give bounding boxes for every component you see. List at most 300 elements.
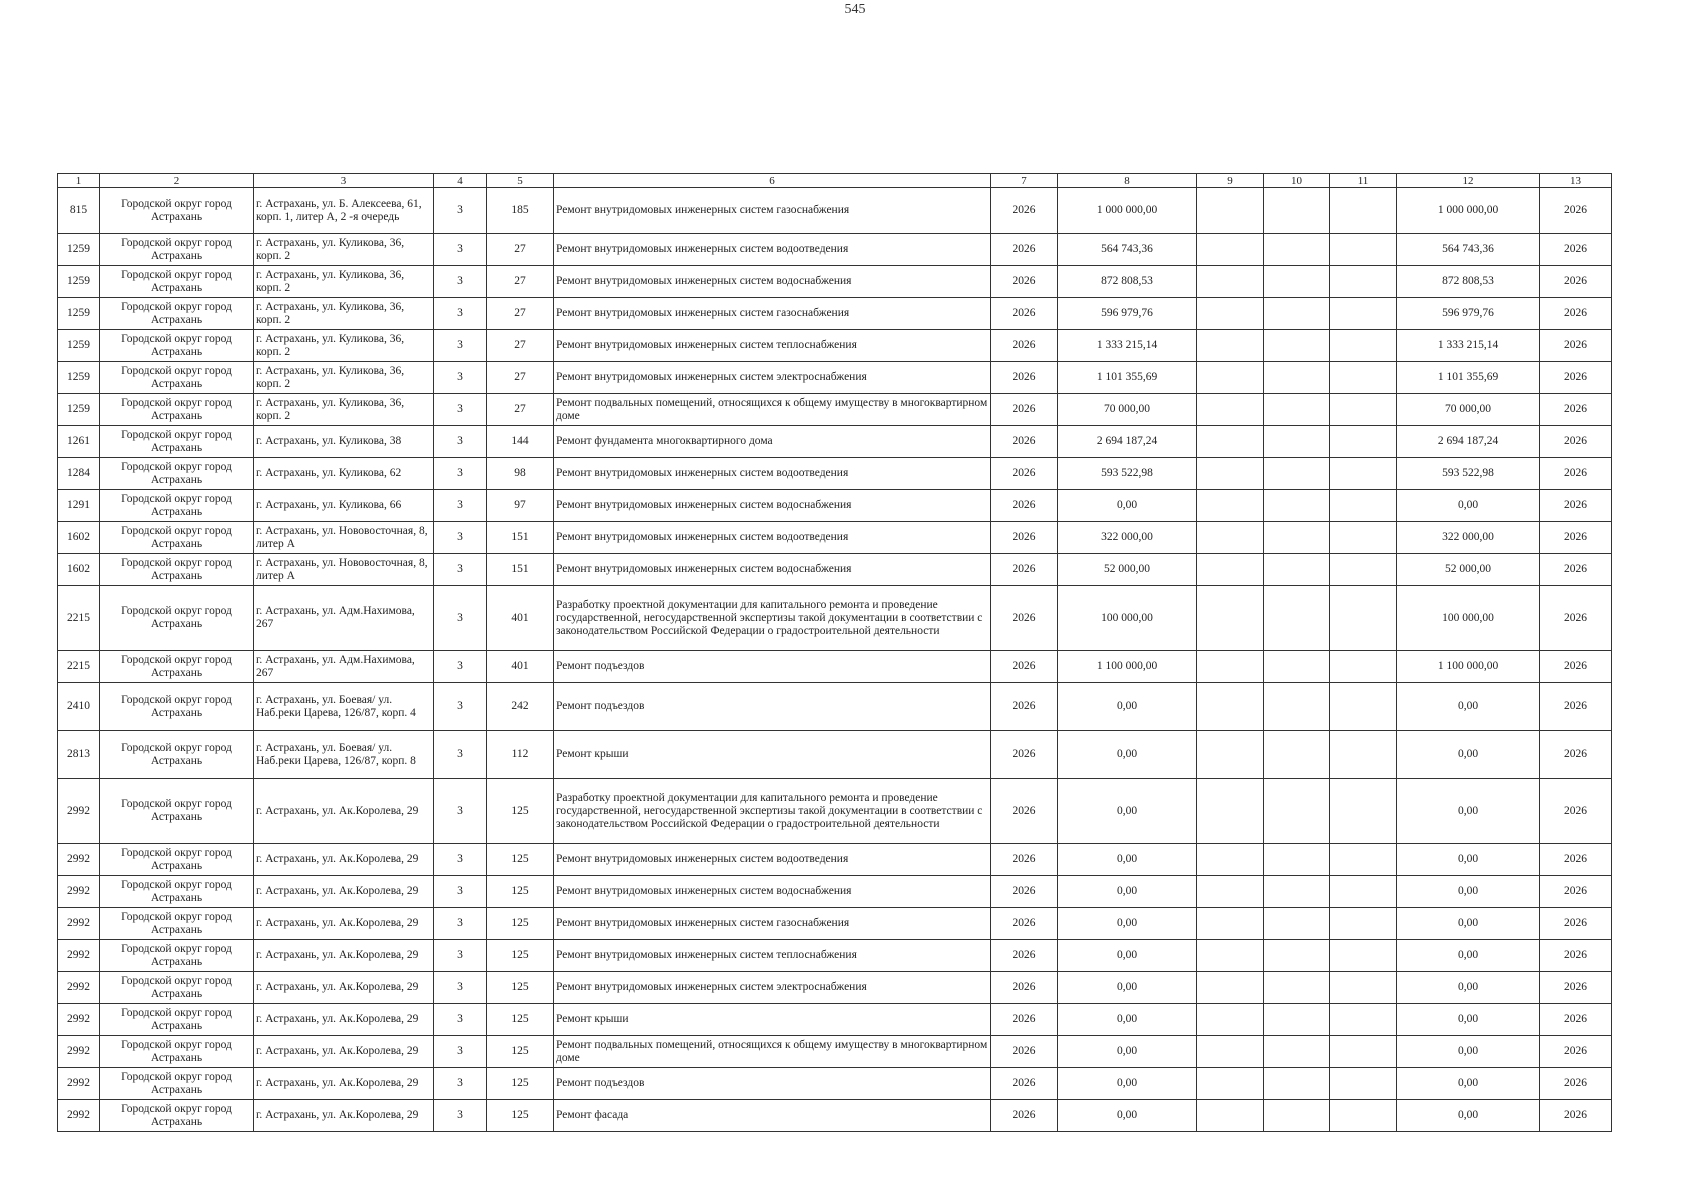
column-header: 5	[487, 174, 554, 188]
cell-col12: 100 000,00	[1397, 586, 1540, 651]
cell-col13: 2026	[1540, 586, 1612, 651]
cell-year: 2026	[991, 1068, 1058, 1100]
cell-total-cost: 1 101 355,69	[1058, 362, 1197, 394]
cell-col4: 3	[434, 651, 487, 683]
cell-col9	[1197, 234, 1264, 266]
table-row	[58, 522, 1612, 554]
table-row	[58, 940, 1612, 972]
cell-work-type: Ремонт внутридомовых инженерных систем водоотведения	[554, 458, 991, 490]
column-header: 7	[991, 174, 1058, 188]
cell-col10	[1264, 234, 1330, 266]
cell-col5: 125	[487, 972, 554, 1004]
cell-col10	[1264, 188, 1330, 234]
cell-col12: 0,00	[1397, 940, 1540, 972]
cell-address: г. Астрахань, ул. Ак.Королева, 29	[254, 940, 434, 972]
cell-col12: 1 333 215,14	[1397, 330, 1540, 362]
cell-work-type: Разработку проектной документации для капитального ремонта и проведение государственной, негосударственной экспертизы такой документации в соответствии с законодательством Российской Федерации о градостроительной деятельности	[554, 779, 991, 844]
cell-address: г. Астрахань, ул. Нововосточная, 8, литер А	[254, 522, 434, 554]
cell-total-cost: 0,00	[1058, 908, 1197, 940]
cell-col9	[1197, 426, 1264, 458]
cell-municipality: Городской округ город Астрахань	[100, 972, 254, 1004]
cell-number: 815	[58, 188, 100, 234]
column-header: 13	[1540, 174, 1612, 188]
cell-col10	[1264, 394, 1330, 426]
cell-col5: 401	[487, 651, 554, 683]
cell-col13: 2026	[1540, 1100, 1612, 1132]
cell-col9	[1197, 876, 1264, 908]
cell-col10	[1264, 1068, 1330, 1100]
cell-work-type: Ремонт фундамента многоквартирного дома	[554, 426, 991, 458]
cell-address: г. Астрахань, ул. Ак.Королева, 29	[254, 908, 434, 940]
cell-year: 2026	[991, 330, 1058, 362]
cell-address: г. Астрахань, ул. Ак.Королева, 29	[254, 1036, 434, 1068]
cell-col11	[1330, 972, 1397, 1004]
cell-number: 1259	[58, 362, 100, 394]
cell-col11	[1330, 779, 1397, 844]
cell-col13: 2026	[1540, 876, 1612, 908]
cell-work-type: Ремонт внутридомовых инженерных систем газоснабжения	[554, 298, 991, 330]
cell-year: 2026	[991, 298, 1058, 330]
cell-col9	[1197, 458, 1264, 490]
cell-work-type: Ремонт подъездов	[554, 651, 991, 683]
cell-col11	[1330, 522, 1397, 554]
cell-number: 2992	[58, 1100, 100, 1132]
cell-total-cost: 322 000,00	[1058, 522, 1197, 554]
table-row	[58, 394, 1612, 426]
cell-col10	[1264, 972, 1330, 1004]
cell-total-cost: 100 000,00	[1058, 586, 1197, 651]
cell-number: 2992	[58, 1004, 100, 1036]
cell-col4: 3	[434, 330, 487, 362]
cell-number: 2992	[58, 1036, 100, 1068]
cell-col10	[1264, 731, 1330, 779]
cell-total-cost: 872 808,53	[1058, 266, 1197, 298]
cell-number: 1259	[58, 298, 100, 330]
cell-col4: 3	[434, 188, 487, 234]
table-row	[58, 731, 1612, 779]
cell-col13: 2026	[1540, 779, 1612, 844]
cell-work-type: Ремонт внутридомовых инженерных систем теплоснабжения	[554, 330, 991, 362]
cell-total-cost: 0,00	[1058, 683, 1197, 731]
cell-year: 2026	[991, 458, 1058, 490]
cell-col12: 0,00	[1397, 779, 1540, 844]
cell-col13: 2026	[1540, 394, 1612, 426]
cell-col4: 3	[434, 1004, 487, 1036]
cell-col12: 0,00	[1397, 1100, 1540, 1132]
cell-number: 2215	[58, 651, 100, 683]
cell-col5: 27	[487, 266, 554, 298]
table-row	[58, 844, 1612, 876]
cell-col13: 2026	[1540, 330, 1612, 362]
cell-col13: 2026	[1540, 683, 1612, 731]
cell-number: 2410	[58, 683, 100, 731]
cell-year: 2026	[991, 1036, 1058, 1068]
cell-col10	[1264, 330, 1330, 362]
cell-col5: 125	[487, 1100, 554, 1132]
cell-col5: 125	[487, 779, 554, 844]
cell-year: 2026	[991, 731, 1058, 779]
cell-col4: 3	[434, 362, 487, 394]
column-header: 12	[1397, 174, 1540, 188]
cell-total-cost: 0,00	[1058, 1036, 1197, 1068]
column-header: 2	[100, 174, 254, 188]
column-header: 6	[554, 174, 991, 188]
cell-col12: 1 100 000,00	[1397, 651, 1540, 683]
cell-col9	[1197, 298, 1264, 330]
table-row	[58, 1068, 1612, 1100]
cell-municipality: Городской округ город Астрахань	[100, 586, 254, 651]
cell-col13: 2026	[1540, 651, 1612, 683]
cell-total-cost: 0,00	[1058, 876, 1197, 908]
cell-total-cost: 1 333 215,14	[1058, 330, 1197, 362]
cell-address: г. Астрахань, ул. Ак.Королева, 29	[254, 1068, 434, 1100]
cell-col11	[1330, 651, 1397, 683]
cell-col4: 3	[434, 234, 487, 266]
cell-total-cost: 0,00	[1058, 1004, 1197, 1036]
cell-address: г. Астрахань, ул. Адм.Нахимова, 267	[254, 651, 434, 683]
cell-col12: 0,00	[1397, 876, 1540, 908]
column-header: 11	[1330, 174, 1397, 188]
cell-col5: 125	[487, 908, 554, 940]
cell-year: 2026	[991, 940, 1058, 972]
cell-year: 2026	[991, 908, 1058, 940]
cell-col4: 3	[434, 972, 487, 1004]
cell-number: 2813	[58, 731, 100, 779]
cell-col10	[1264, 1004, 1330, 1036]
cell-col11	[1330, 490, 1397, 522]
cell-col13: 2026	[1540, 1004, 1612, 1036]
cell-year: 2026	[991, 554, 1058, 586]
cell-year: 2026	[991, 394, 1058, 426]
cell-year: 2026	[991, 844, 1058, 876]
cell-col4: 3	[434, 779, 487, 844]
table-body	[58, 188, 1612, 1132]
cell-col13: 2026	[1540, 844, 1612, 876]
cell-total-cost: 593 522,98	[1058, 458, 1197, 490]
cell-col12: 0,00	[1397, 1036, 1540, 1068]
cell-col11	[1330, 234, 1397, 266]
cell-address: г. Астрахань, ул. Ак.Королева, 29	[254, 844, 434, 876]
cell-municipality: Городской округ город Астрахань	[100, 298, 254, 330]
cell-col9	[1197, 683, 1264, 731]
cell-total-cost: 0,00	[1058, 1068, 1197, 1100]
cell-col4: 3	[434, 1100, 487, 1132]
table-row	[58, 972, 1612, 1004]
cell-work-type: Ремонт внутридомовых инженерных систем газоснабжения	[554, 908, 991, 940]
cell-address: г. Астрахань, ул. Куликова, 36, корп. 2	[254, 234, 434, 266]
cell-col12: 2 694 187,24	[1397, 426, 1540, 458]
cell-col5: 125	[487, 1004, 554, 1036]
column-header: 9	[1197, 174, 1264, 188]
cell-col5: 151	[487, 522, 554, 554]
cell-col5: 125	[487, 844, 554, 876]
cell-col13: 2026	[1540, 458, 1612, 490]
cell-col11	[1330, 554, 1397, 586]
cell-municipality: Городской округ город Астрахань	[100, 844, 254, 876]
cell-col4: 3	[434, 426, 487, 458]
cell-year: 2026	[991, 266, 1058, 298]
cell-number: 1291	[58, 490, 100, 522]
cell-number: 1284	[58, 458, 100, 490]
cell-col13: 2026	[1540, 1068, 1612, 1100]
cell-address: г. Астрахань, ул. Адм.Нахимова, 267	[254, 586, 434, 651]
cell-number: 1259	[58, 234, 100, 266]
cell-col11	[1330, 298, 1397, 330]
cell-col11	[1330, 1004, 1397, 1036]
cell-number: 2992	[58, 908, 100, 940]
cell-col4: 3	[434, 586, 487, 651]
cell-col11	[1330, 266, 1397, 298]
cell-number: 2992	[58, 876, 100, 908]
column-header: 1	[58, 174, 100, 188]
cell-col4: 3	[434, 731, 487, 779]
cell-col10	[1264, 490, 1330, 522]
table-row	[58, 298, 1612, 330]
cell-col5: 144	[487, 426, 554, 458]
cell-col5: 242	[487, 683, 554, 731]
cell-municipality: Городской округ город Астрахань	[100, 779, 254, 844]
cell-col13: 2026	[1540, 908, 1612, 940]
cell-address: г. Астрахань, ул. Ак.Королева, 29	[254, 876, 434, 908]
cell-col13: 2026	[1540, 1036, 1612, 1068]
cell-col11	[1330, 683, 1397, 731]
cell-municipality: Городской округ город Астрахань	[100, 1068, 254, 1100]
cell-col9	[1197, 972, 1264, 1004]
cell-col11	[1330, 1036, 1397, 1068]
cell-work-type: Ремонт фасада	[554, 1100, 991, 1132]
cell-col9	[1197, 522, 1264, 554]
table-row	[58, 908, 1612, 940]
cell-col12: 0,00	[1397, 844, 1540, 876]
cell-col9	[1197, 1036, 1264, 1068]
cell-address: г. Астрахань, ул. Куликова, 38	[254, 426, 434, 458]
cell-col13: 2026	[1540, 731, 1612, 779]
cell-total-cost: 564 743,36	[1058, 234, 1197, 266]
cell-year: 2026	[991, 490, 1058, 522]
cell-col12: 564 743,36	[1397, 234, 1540, 266]
cell-municipality: Городской округ город Астрахань	[100, 554, 254, 586]
cell-address: г. Астрахань, ул. Ак.Королева, 29	[254, 1100, 434, 1132]
cell-col13: 2026	[1540, 298, 1612, 330]
cell-number: 2215	[58, 586, 100, 651]
cell-col10	[1264, 940, 1330, 972]
cell-total-cost: 2 694 187,24	[1058, 426, 1197, 458]
cell-work-type: Ремонт крыши	[554, 1004, 991, 1036]
table-row	[58, 426, 1612, 458]
cell-col11	[1330, 330, 1397, 362]
cell-col11	[1330, 586, 1397, 651]
table-row	[58, 330, 1612, 362]
cell-col4: 3	[434, 940, 487, 972]
cell-address: г. Астрахань, ул. Нововосточная, 8, литер А	[254, 554, 434, 586]
cell-municipality: Городской округ город Астрахань	[100, 394, 254, 426]
cell-municipality: Городской округ город Астрахань	[100, 683, 254, 731]
cell-col12: 0,00	[1397, 683, 1540, 731]
cell-col5: 125	[487, 940, 554, 972]
cell-col13: 2026	[1540, 188, 1612, 234]
cell-total-cost: 0,00	[1058, 844, 1197, 876]
table-row	[58, 266, 1612, 298]
cell-col5: 401	[487, 586, 554, 651]
cell-total-cost: 0,00	[1058, 1100, 1197, 1132]
cell-col4: 3	[434, 554, 487, 586]
capital-repair-table	[57, 173, 1612, 1132]
cell-col10	[1264, 586, 1330, 651]
cell-municipality: Городской округ город Астрахань	[100, 1100, 254, 1132]
cell-address: г. Астрахань, ул. Ак.Королева, 29	[254, 1004, 434, 1036]
cell-work-type: Разработку проектной документации для капитального ремонта и проведение государственной, негосударственной экспертизы такой документации в соответствии с законодательством Российской Федерации о градостроительной деятельности	[554, 586, 991, 651]
table-row	[58, 490, 1612, 522]
table-row	[58, 362, 1612, 394]
cell-total-cost: 1 100 000,00	[1058, 651, 1197, 683]
cell-municipality: Городской округ город Астрахань	[100, 940, 254, 972]
cell-address: г. Астрахань, ул. Куликова, 62	[254, 458, 434, 490]
cell-col10	[1264, 266, 1330, 298]
cell-col12: 596 979,76	[1397, 298, 1540, 330]
cell-col4: 3	[434, 522, 487, 554]
cell-total-cost: 1 000 000,00	[1058, 188, 1197, 234]
cell-col4: 3	[434, 876, 487, 908]
cell-municipality: Городской округ город Астрахань	[100, 1036, 254, 1068]
cell-col5: 27	[487, 234, 554, 266]
cell-municipality: Городской округ город Астрахань	[100, 908, 254, 940]
cell-col9	[1197, 1100, 1264, 1132]
table-row	[58, 458, 1612, 490]
cell-col5: 98	[487, 458, 554, 490]
cell-col13: 2026	[1540, 490, 1612, 522]
cell-col11	[1330, 458, 1397, 490]
cell-col9	[1197, 844, 1264, 876]
cell-col12: 1 000 000,00	[1397, 188, 1540, 234]
cell-col12: 0,00	[1397, 1004, 1540, 1036]
cell-year: 2026	[991, 1100, 1058, 1132]
cell-address: г. Астрахань, ул. Куликова, 36, корп. 2	[254, 330, 434, 362]
table-row	[58, 779, 1612, 844]
cell-municipality: Городской округ город Астрахань	[100, 876, 254, 908]
column-header: 3	[254, 174, 434, 188]
cell-year: 2026	[991, 522, 1058, 554]
cell-col11	[1330, 844, 1397, 876]
cell-col13: 2026	[1540, 426, 1612, 458]
cell-address: г. Астрахань, ул. Куликова, 36, корп. 2	[254, 362, 434, 394]
cell-address: г. Астрахань, ул. Куликова, 36, корп. 2	[254, 266, 434, 298]
cell-col11	[1330, 940, 1397, 972]
cell-col5: 125	[487, 876, 554, 908]
cell-col4: 3	[434, 908, 487, 940]
table-row	[58, 683, 1612, 731]
cell-col9	[1197, 330, 1264, 362]
cell-col10	[1264, 362, 1330, 394]
cell-municipality: Городской округ город Астрахань	[100, 188, 254, 234]
cell-total-cost: 0,00	[1058, 731, 1197, 779]
cell-work-type: Ремонт внутридомовых инженерных систем водоотведения	[554, 844, 991, 876]
table-row	[58, 188, 1612, 234]
cell-municipality: Городской округ город Астрахань	[100, 426, 254, 458]
cell-col10	[1264, 651, 1330, 683]
table-row	[58, 554, 1612, 586]
cell-col9	[1197, 779, 1264, 844]
cell-work-type: Ремонт внутридомовых инженерных систем электроснабжения	[554, 972, 991, 1004]
cell-address: г. Астрахань, ул. Ак.Королева, 29	[254, 972, 434, 1004]
cell-col5: 97	[487, 490, 554, 522]
cell-col9	[1197, 651, 1264, 683]
cell-municipality: Городской округ город Астрахань	[100, 330, 254, 362]
cell-year: 2026	[991, 876, 1058, 908]
cell-col12: 872 808,53	[1397, 266, 1540, 298]
cell-year: 2026	[991, 651, 1058, 683]
cell-total-cost: 596 979,76	[1058, 298, 1197, 330]
cell-year: 2026	[991, 362, 1058, 394]
cell-col9	[1197, 731, 1264, 779]
cell-work-type: Ремонт подвальных помещений, относящихся к общему имуществу в многоквартирном доме	[554, 1036, 991, 1068]
cell-col4: 3	[434, 683, 487, 731]
cell-col11	[1330, 731, 1397, 779]
cell-col11	[1330, 1100, 1397, 1132]
cell-work-type: Ремонт внутридомовых инженерных систем водоотведения	[554, 234, 991, 266]
cell-col11	[1330, 188, 1397, 234]
cell-col5: 112	[487, 731, 554, 779]
cell-col10	[1264, 683, 1330, 731]
cell-year: 2026	[991, 683, 1058, 731]
cell-work-type: Ремонт внутридомовых инженерных систем водоснабжения	[554, 490, 991, 522]
cell-work-type: Ремонт внутридомовых инженерных систем электроснабжения	[554, 362, 991, 394]
cell-col4: 3	[434, 844, 487, 876]
cell-address: г. Астрахань, ул. Куликова, 36, корп. 2	[254, 394, 434, 426]
cell-col10	[1264, 876, 1330, 908]
table-row	[58, 1100, 1612, 1132]
cell-address: г. Астрахань, ул. Боевая/ ул. Наб.реки Царева, 126/87, корп. 8	[254, 731, 434, 779]
cell-municipality: Городской округ город Астрахань	[100, 266, 254, 298]
cell-col12: 0,00	[1397, 908, 1540, 940]
cell-col13: 2026	[1540, 362, 1612, 394]
header-row	[58, 174, 1612, 188]
cell-number: 2992	[58, 1068, 100, 1100]
cell-col9	[1197, 554, 1264, 586]
cell-work-type: Ремонт подъездов	[554, 1068, 991, 1100]
cell-work-type: Ремонт подъездов	[554, 683, 991, 731]
cell-total-cost: 0,00	[1058, 490, 1197, 522]
cell-col11	[1330, 362, 1397, 394]
cell-col13: 2026	[1540, 554, 1612, 586]
cell-col9	[1197, 940, 1264, 972]
cell-year: 2026	[991, 972, 1058, 1004]
table-row	[58, 876, 1612, 908]
cell-col9	[1197, 1068, 1264, 1100]
cell-col4: 3	[434, 458, 487, 490]
cell-col4: 3	[434, 1036, 487, 1068]
column-header: 4	[434, 174, 487, 188]
cell-col13: 2026	[1540, 234, 1612, 266]
cell-col9	[1197, 266, 1264, 298]
cell-number: 1259	[58, 330, 100, 362]
table-row	[58, 1004, 1612, 1036]
cell-municipality: Городской округ город Астрахань	[100, 522, 254, 554]
cell-col12: 70 000,00	[1397, 394, 1540, 426]
cell-municipality: Городской округ город Астрахань	[100, 1004, 254, 1036]
cell-municipality: Городской округ город Астрахань	[100, 234, 254, 266]
cell-col5: 27	[487, 394, 554, 426]
cell-year: 2026	[991, 779, 1058, 844]
cell-col9	[1197, 586, 1264, 651]
cell-total-cost: 0,00	[1058, 779, 1197, 844]
page-number: 545	[844, 2, 866, 17]
cell-total-cost: 52 000,00	[1058, 554, 1197, 586]
cell-col12: 322 000,00	[1397, 522, 1540, 554]
cell-number: 1259	[58, 266, 100, 298]
cell-col10	[1264, 458, 1330, 490]
cell-total-cost: 0,00	[1058, 940, 1197, 972]
cell-col4: 3	[434, 394, 487, 426]
